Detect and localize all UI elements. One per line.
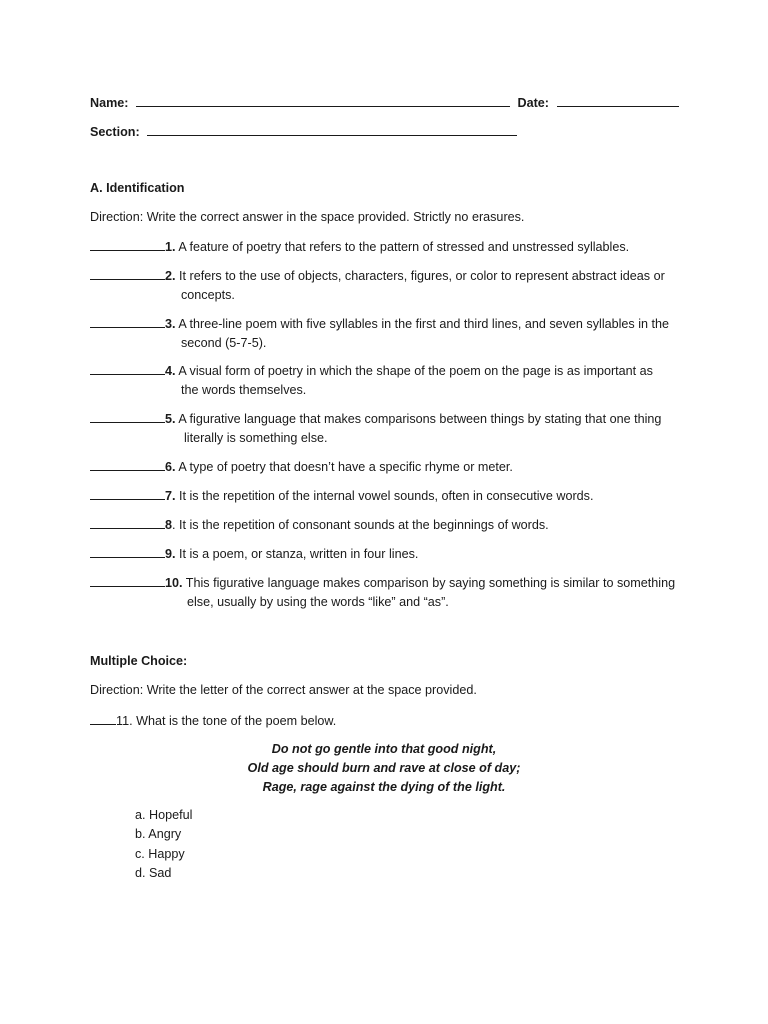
answer-blank-9[interactable] (90, 545, 165, 558)
multiple-choice-direction: Direction: Write the letter of the correct answer at the space provided. (90, 683, 477, 697)
identification-item-6: 6. A type of poetry that doesn’t have a specific rhyme or meter. (90, 458, 690, 477)
answer-blank-7[interactable] (90, 487, 165, 500)
answer-blank-3[interactable] (90, 315, 165, 328)
identification-title: A. Identification (90, 181, 185, 195)
identification-item-9: 9. It is a poem, or stanza, written in four lines. (90, 545, 690, 564)
section-row (90, 123, 517, 139)
identification-item-7: 7. It is the repetition of the internal vowel sounds, often in consecutive words. (90, 487, 690, 506)
identification-direction: Direction: Write the correct answer in the space provided. Strictly no erasures. (90, 210, 525, 224)
choice-d: d. Sad (135, 866, 172, 880)
choice-c: c. Happy (135, 847, 185, 861)
poem-line-1: Do not go gentle into that good night, (271, 742, 497, 756)
poem-line-2: Old age should burn and rave at close of day; (247, 761, 521, 775)
identification-item-8: 8. It is the repetition of consonant sounds at the beginnings of words. (90, 516, 690, 535)
answer-blank-10[interactable] (90, 574, 165, 587)
identification-item-1: 1. A feature of poetry that refers to the pattern of stressed and unstressed syllables. (90, 238, 690, 257)
name-label: Name: (90, 96, 129, 110)
identification-item-10: 10. This figurative language makes comparison by saying something is similar to something else, usually by using the words “like” and “as”. (90, 574, 690, 612)
answer-blank-5[interactable] (90, 410, 165, 423)
name-field[interactable] (136, 94, 510, 107)
answer-blank-6[interactable] (90, 458, 165, 471)
choice-a: a. Hopeful (135, 808, 193, 822)
poem-line-3: Rage, rage against the dying of the light. (262, 780, 506, 794)
identification-item-2: 2. It refers to the use of objects, characters, figures, or color to represent abstract ideas or concepts. (90, 267, 690, 305)
identification-item-4: 4. A visual form of poetry in which the shape of the poem on the page is as important as the words themselves. (90, 362, 690, 400)
section-field[interactable] (147, 123, 517, 136)
answer-blank-2[interactable] (90, 267, 165, 280)
choice-b: b. Angry (135, 827, 182, 841)
date-field[interactable] (557, 94, 679, 107)
date-label: Date: (517, 96, 549, 110)
identification-item-3: 3. A three-line poem with five syllables in the first and third lines, and seven syllables in the second (5-7-5). (90, 315, 690, 353)
identification-item-5: 5. A figurative language that makes comparisons between things by stating that one thing literally is something else. (90, 410, 690, 448)
section-label: Section: (90, 125, 140, 139)
name-row (90, 94, 679, 110)
multiple-choice-title: Multiple Choice: (90, 654, 188, 668)
answer-blank-8[interactable] (90, 516, 165, 529)
answer-blank-1[interactable] (90, 238, 165, 251)
answer-blank-11[interactable] (90, 712, 116, 725)
question-11: 11. What is the tone of the poem below. (90, 712, 336, 728)
answer-blank-4[interactable] (90, 362, 165, 375)
